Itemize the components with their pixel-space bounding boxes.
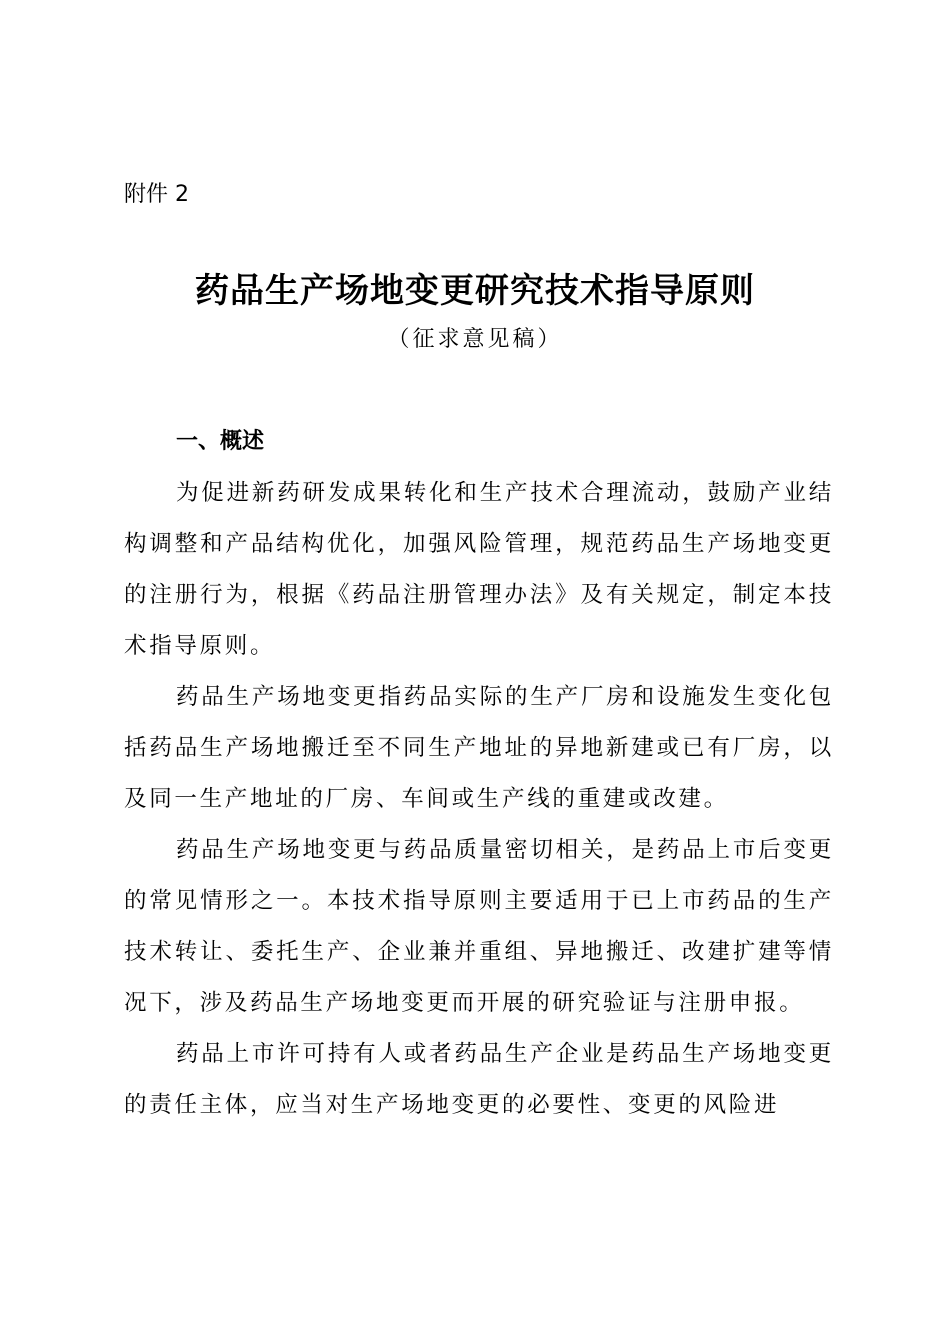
paragraph: 为促进新药研发成果转化和生产技术合理流动，鼓励产业结构调整和产品结构优化，加强风险管理，规范药品生产场地变更的注册行为，根据《药品注册管理办法》及有关规定，制定本技术指导原则。 [124, 480, 834, 659]
document-body [124, 468, 834, 1131]
document-subtitle: （征求意见稿） [387, 327, 563, 352]
paragraph: 药品生产场地变更指药品实际的生产厂房和设施发生变化包括药品生产场地搬迁至不同生产地址的异地新建或已有厂房，以及同一生产地址的厂房、车间或生产线的重建或改建。 [124, 684, 834, 812]
attachment-label: 附件 2 [124, 182, 189, 207]
document-title: 药品生产场地变更研究技术指导原则 [195, 271, 755, 311]
section-heading: 一、概述 [176, 429, 265, 454]
paragraph: 药品上市许可持有人或者药品生产企业是药品生产场地变更的责任主体，应当对生产场地变更的必要性、变更的风险进 [124, 1041, 834, 1118]
paragraph: 药品生产场地变更与药品质量密切相关，是药品上市后变更的常见情形之一。本技术指导原则主要适用于已上市药品的生产技术转让、委托生产、企业兼并重组、异地搬迁、改建扩建等情况下，涉及药品生产场地变更而开展的研究验证与注册申报。 [124, 837, 834, 1016]
